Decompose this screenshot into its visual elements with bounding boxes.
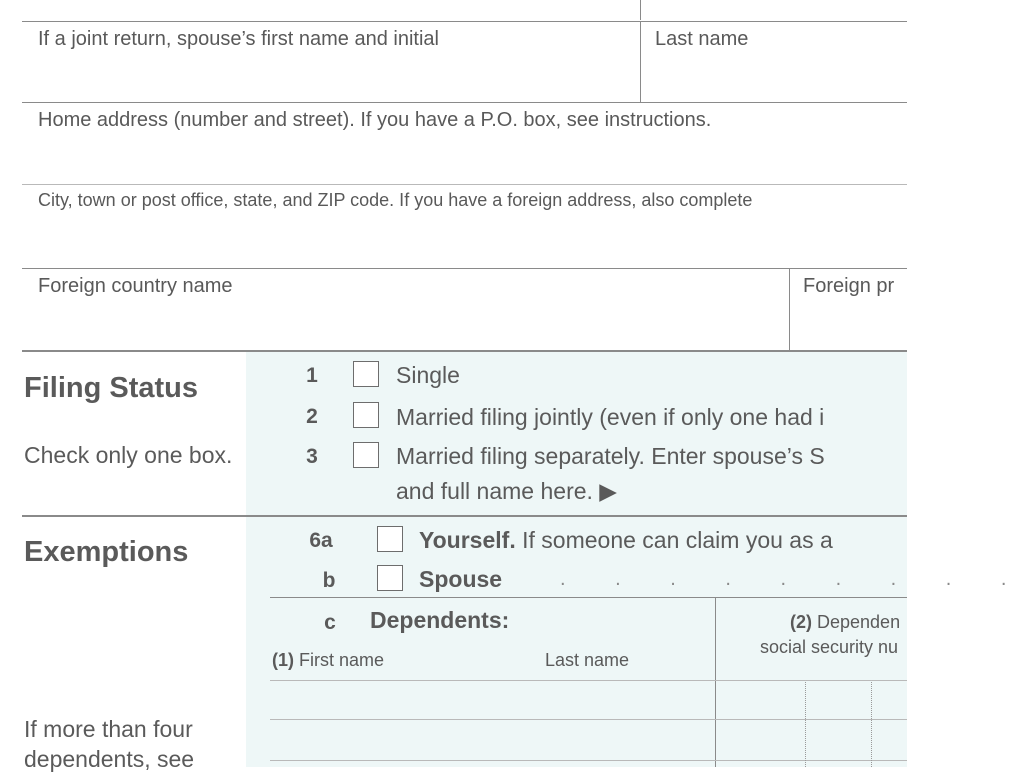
option-1-number: 1: [306, 364, 318, 387]
dependents-label: Dependents:: [370, 607, 510, 633]
married-jointly-label: Married filing jointly (even if only one had i: [396, 404, 825, 430]
dependent-2-ssn-field[interactable]: [716, 720, 907, 759]
foreign-province-label: Foreign pr: [803, 275, 895, 297]
spouse-checkbox[interactable]: [377, 565, 403, 591]
exemptions-title: Exemptions: [24, 536, 189, 568]
spouse-first-name-label: If a joint return, spouse’s first name and initial: [38, 28, 439, 50]
col2-number: (2): [790, 612, 812, 632]
dependents-table-top: [270, 597, 907, 598]
home-address-field[interactable]: [22, 103, 907, 183]
line-c-number: c: [324, 611, 336, 634]
top-divider: [640, 0, 641, 20]
dependent-row-rule: [270, 760, 907, 761]
yourself-label-text: If someone can claim you as a: [515, 527, 833, 553]
married-jointly-checkbox[interactable]: [353, 402, 379, 428]
col2-header-text: Dependen: [812, 612, 901, 632]
option-3-number: 3: [306, 445, 318, 468]
city-label: City, town or post office, state, and ZIP code. If you have a foreign address, also complete: [38, 190, 753, 210]
spouse-last-name-label: Last name: [655, 28, 749, 50]
line-6a-number: 6a: [309, 529, 333, 552]
dependent-1-ssn-field[interactable]: [716, 681, 907, 718]
spouse-leader-dots: . . . . . . . . .: [560, 568, 1028, 590]
ssn-separator: [871, 682, 872, 767]
married-separately-checkbox[interactable]: [353, 442, 379, 468]
line-b-number: b: [322, 569, 336, 592]
more-dependents-note: If more than four dependents, see: [24, 716, 195, 772]
yourself-label: [419, 527, 833, 554]
option-2-number: 2: [306, 405, 318, 428]
filing-status-title: Filing Status: [24, 372, 198, 404]
spouse-last-name-field[interactable]: [641, 22, 907, 102]
spouse-label: Spouse: [419, 566, 503, 592]
filing-status-note: Check only one box.: [24, 442, 233, 468]
col1-number: (1): [272, 650, 294, 670]
col1-header: [272, 650, 384, 671]
married-separately-label: Married filing separately. Enter spouse’s S: [396, 443, 825, 469]
ssn-separator: [805, 682, 806, 767]
foreign-country-label: Foreign country name: [38, 275, 233, 297]
spouse-first-name-field[interactable]: [22, 22, 640, 102]
married-separately-label-line2: and full name here. ▶: [396, 478, 617, 504]
dependent-2-name-field[interactable]: [271, 720, 714, 759]
home-address-label: Home address (number and street). If you have a P.O. box, see instructions.: [38, 109, 712, 131]
col2-header: [790, 612, 900, 633]
col2-header-line2: social security nu: [760, 637, 899, 657]
single-checkbox[interactable]: [353, 361, 379, 387]
dependent-1-name-field[interactable]: [271, 681, 714, 718]
single-label: Single: [396, 362, 460, 388]
yourself-checkbox[interactable]: [377, 526, 403, 552]
foreign-province-field[interactable]: [790, 269, 907, 350]
city-field[interactable]: [22, 185, 907, 267]
foreign-country-field[interactable]: [22, 269, 789, 350]
yourself-label-bold: Yourself.: [419, 527, 516, 553]
col1-last-name-label: Last name: [545, 650, 630, 670]
col1-first-name-label: First name: [294, 650, 385, 670]
